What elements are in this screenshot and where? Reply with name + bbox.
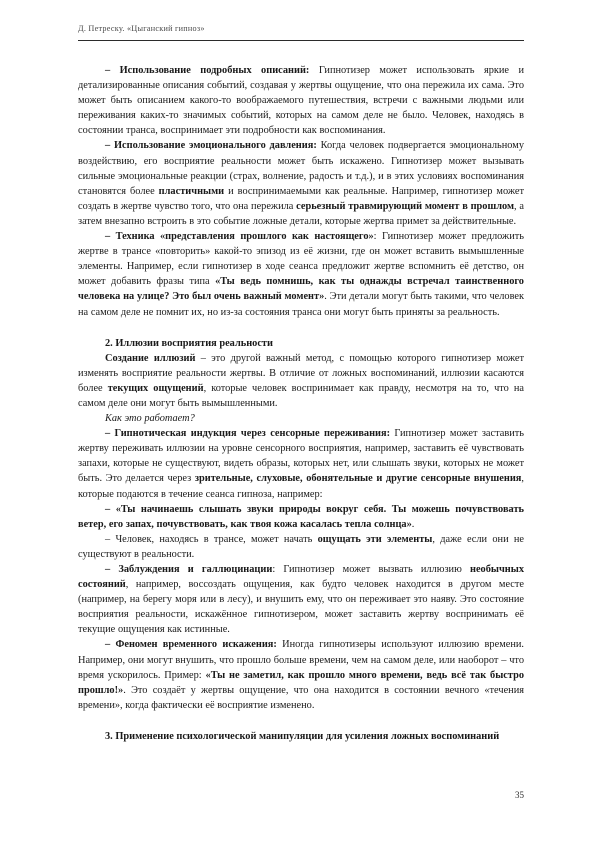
paragraph-text-seg2: . Эти детали могут быть такими, что человек на самом деле не помнит их, но из-за состояния транса они могут быть приняты за реальность. [78, 291, 525, 318]
section-heading-2: 2. Иллюзии восприятия реальности [105, 337, 273, 349]
paragraph-trance-elements [78, 532, 524, 562]
runin-lead-delusions: – Заблуждения и галлюцинации [105, 564, 273, 575]
runin-lead-past-as-present: – Техника «представления прошлого как настоящего» [105, 231, 374, 243]
paragraph-creating-illusions [78, 351, 524, 411]
runin-lead-time-distortion: – Феномен временного искажения: [105, 639, 277, 651]
paragraph-text-seg1: Гипнотизер может заставить жертву переживать иллюзии на уровне сенсорного восприятия, например, заставить её чувствовать запахи, которые не существуют, видеть образы, которых нет, или слышать звуки, которых не может быть. Это делается через [78, 428, 525, 485]
paragraph-text-seg2: . Это создаёт у жертвы ощущение, что она находится в состоянии вечного «течения времени», когда фактически её восприятие изменено. [78, 684, 524, 711]
section-spacer [78, 320, 524, 336]
paragraph-how-it-works-question [78, 411, 524, 426]
paragraph-text-seg2: и воспринимаемыми как реальные. Например, гипнотизер может создать в жертве чувство того, что она пережила [78, 185, 525, 212]
paragraph-text-seg1: – это другой важный метод, с помощью которого гипнотизер может изменять восприятие реальности жертвы. В отличие от ложных воспоминаний, иллюзии касаются более [78, 352, 524, 394]
paragraph-text-seg1: : Гипнотизер может предложить жертве в трансе «повторить» какой-то эпизод из её жизни, где он может вставить вымышленные элементы. Например, если гипнотизер в ходе сеанса предложит жертве вспомнить её детство, он может добавить фразы типа [78, 231, 524, 288]
runin-lead-emotional-pressure: – Использование эмоционального давления: [105, 140, 317, 152]
emphasis-nature-sounds-quote: – «Ты начинаешь слышать звуки природы вокруг себя. Ты можешь почувствовать ветер, его запах, почувствовать, как твоя кожа касалась тепла солнца» [78, 503, 524, 530]
running-head: Д. Петреску. «Цыганский гипноз» [78, 24, 205, 33]
paragraph-detailed-descriptions [78, 63, 524, 138]
running-head-rule [78, 40, 524, 41]
paragraph-text-seg1: Когда человек подвергается эмоциональному воздействию, его восприятие реальности может быть искажено. Гипнотизер может вызывать сильные эмоциональные реакции (страх, волнение, радость и т.д.), и в этих условиях воспоминания становятся более [78, 140, 524, 197]
section-spacer [78, 713, 524, 729]
paragraph-text-seg1: . [411, 518, 415, 530]
body-text-block [78, 63, 524, 744]
paragraph-text-seg2: , даже если они не существуют в реальности. [78, 533, 524, 560]
emphasis-plastic: пластичными [158, 185, 225, 197]
page-number: 35 [515, 790, 524, 800]
emphasis-unusual-states: необычных состояний [78, 564, 524, 591]
paragraph-text-seg3: , а затем внезапно встроить в это событие ложные детали, которые жертва примет за действительные. [78, 200, 524, 227]
paragraph-text-seg1: – Человек, находясь в трансе, может начать [105, 533, 318, 545]
paragraph-text-seg2: , которые человек воспринимает как правду, несмотря на то, что на самом деле они могут быть вымышленными. [78, 382, 525, 409]
emphasis-sensory-suggestions: зрительные, слуховые, обонятельные и другие сенсорные внушения [194, 473, 522, 485]
section-heading-3: 3. Применение психологической манипуляции для усиления ложных воспоминаний [105, 730, 500, 742]
emphasis-quote-mysterious-man: «Ты ведь помнишь, как ты однажды встречал таинственного человека на улице? Это был очень важный момент» [78, 276, 524, 303]
italic-how-it-works: Как это работает? [105, 413, 195, 425]
emphasis-feel-elements: ощущать эти элементы [317, 533, 433, 545]
paragraph-delusions-hallucinations [78, 562, 524, 637]
runin-lead-creating-illusions: Создание иллюзий [105, 352, 196, 364]
paragraph-sensory-induction [78, 426, 524, 501]
emphasis-traumatic-moment: серьезный травмирующий момент в прошлом [296, 200, 515, 212]
paragraph-text-seg1: : Гипнотизер может вызвать иллюзию [272, 564, 470, 575]
paragraph-time-distortion [78, 637, 524, 712]
paragraph-text-seg2: , например, воссоздать ощущения, как будто человек находится в другом месте (например, на берегу моря или в лесу), и внушить ему, что он переживает это наяву. Это состояние восприятия реальности, искажённое гипнотизером, может заставить жертву воспринимать её текущие ощущения как истинные. [78, 579, 524, 636]
paragraph-emotional-pressure [78, 138, 524, 229]
paragraph-nature-sounds-quote [78, 502, 524, 532]
paragraph-text-seg2: , которые подаются в течение сеанса гипноза, например: [78, 473, 524, 500]
runin-lead-detailed-descriptions: – Использование подробных описаний: [105, 65, 310, 76]
emphasis-time-quote: «Ты не заметил, как прошло много времени, ведь всё так быстро прошло!» [78, 669, 524, 696]
runin-lead-sensory-induction: – Гипнотическая индукция через сенсорные переживания: [105, 428, 391, 440]
emphasis-current-sensations: текущих ощущений [107, 382, 204, 394]
paragraph-text-seg1: Иногда гипнотизеры используют иллюзию времени. Например, они могут внушить, что прошло больше времени, чем на самом деле, или наоборот – что время ускорилось. Пример: [78, 639, 524, 681]
paragraph-past-as-present-technique [78, 229, 524, 320]
paragraph-text: Гипнотизер может использовать яркие и детализированные описания событий, создавая у жертвы ощущение, что она пережила их сама. Это может быть описанием какого-то воображаемого путешествия, встречи с важными людьми или переживания каких-то значимых событий, которых на самом деле не было. Человек, находясь в состоянии транса, воспринимает эти подробности как воспоминания. [78, 65, 525, 137]
